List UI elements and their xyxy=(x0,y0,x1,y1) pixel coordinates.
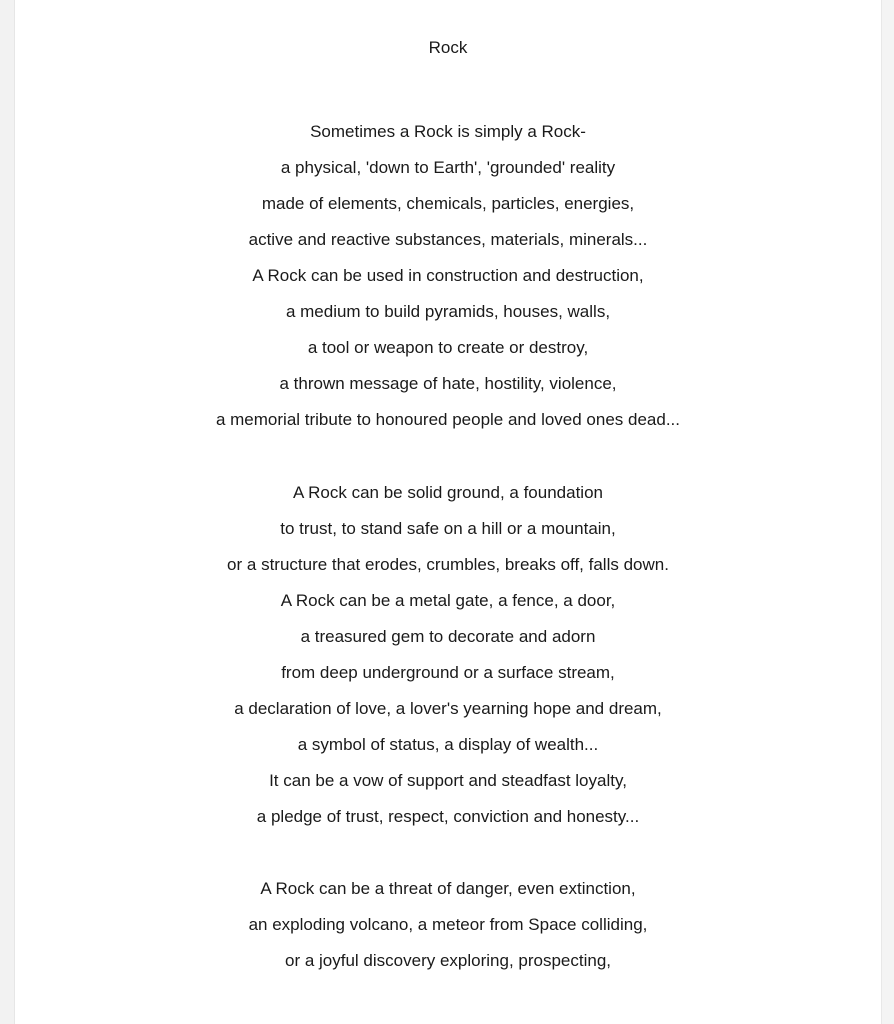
document-content xyxy=(15,0,881,1024)
poem-line: active and reactive substances, materials, minerals... xyxy=(248,230,648,250)
poem-line: a treasured gem to decorate and adorn xyxy=(300,627,596,647)
poem-line: made of elements, chemicals, particles, energies, xyxy=(261,194,635,214)
poem-line: It can be a vow of support and steadfast loyalty, xyxy=(269,771,627,791)
poem-line: a pledge of trust, respect, conviction and honesty... xyxy=(256,807,640,827)
stanza-2 xyxy=(15,475,881,835)
poem-line: a thrown message of hate, hostility, violence, xyxy=(279,374,617,394)
poem-line: to trust, to stand safe on a hill or a mountain, xyxy=(280,519,616,539)
page-title: Rock xyxy=(428,38,468,57)
poem-line: A Rock can be a metal gate, a fence, a door, xyxy=(280,591,616,611)
poem-line: a tool or weapon to create or destroy, xyxy=(307,338,589,358)
poem-line: a symbol of status, a display of wealth... xyxy=(297,735,599,755)
poem-line: an exploding volcano, a meteor from Space colliding, xyxy=(248,915,648,935)
poem-line: a physical, 'down to Earth', 'grounded' reality xyxy=(280,158,616,178)
poem-line: A Rock can be used in construction and destruction, xyxy=(252,266,644,286)
poem-line: a memorial tribute to honoured people and loved ones dead... xyxy=(215,410,681,430)
poem-line: or a structure that erodes, crumbles, breaks off, falls down. xyxy=(227,555,669,575)
poem-line: A Rock can be a threat of danger, even extinction, xyxy=(260,879,636,899)
poem-line: or a joyful discovery exploring, prospecting, xyxy=(285,951,611,971)
page-right-margin xyxy=(881,0,894,1024)
page-left-margin xyxy=(0,0,15,1024)
poem-line: Sometimes a Rock is simply a Rock- xyxy=(310,122,586,142)
poem-line: from deep underground or a surface stream, xyxy=(281,663,615,683)
stanza-1 xyxy=(15,114,881,438)
poem-line: a medium to build pyramids, houses, walls, xyxy=(285,302,611,322)
poem-line: a declaration of love, a lover's yearning hope and dream, xyxy=(234,699,662,719)
stanza-3 xyxy=(15,871,881,979)
poem-line: A Rock can be solid ground, a foundation xyxy=(293,483,603,503)
